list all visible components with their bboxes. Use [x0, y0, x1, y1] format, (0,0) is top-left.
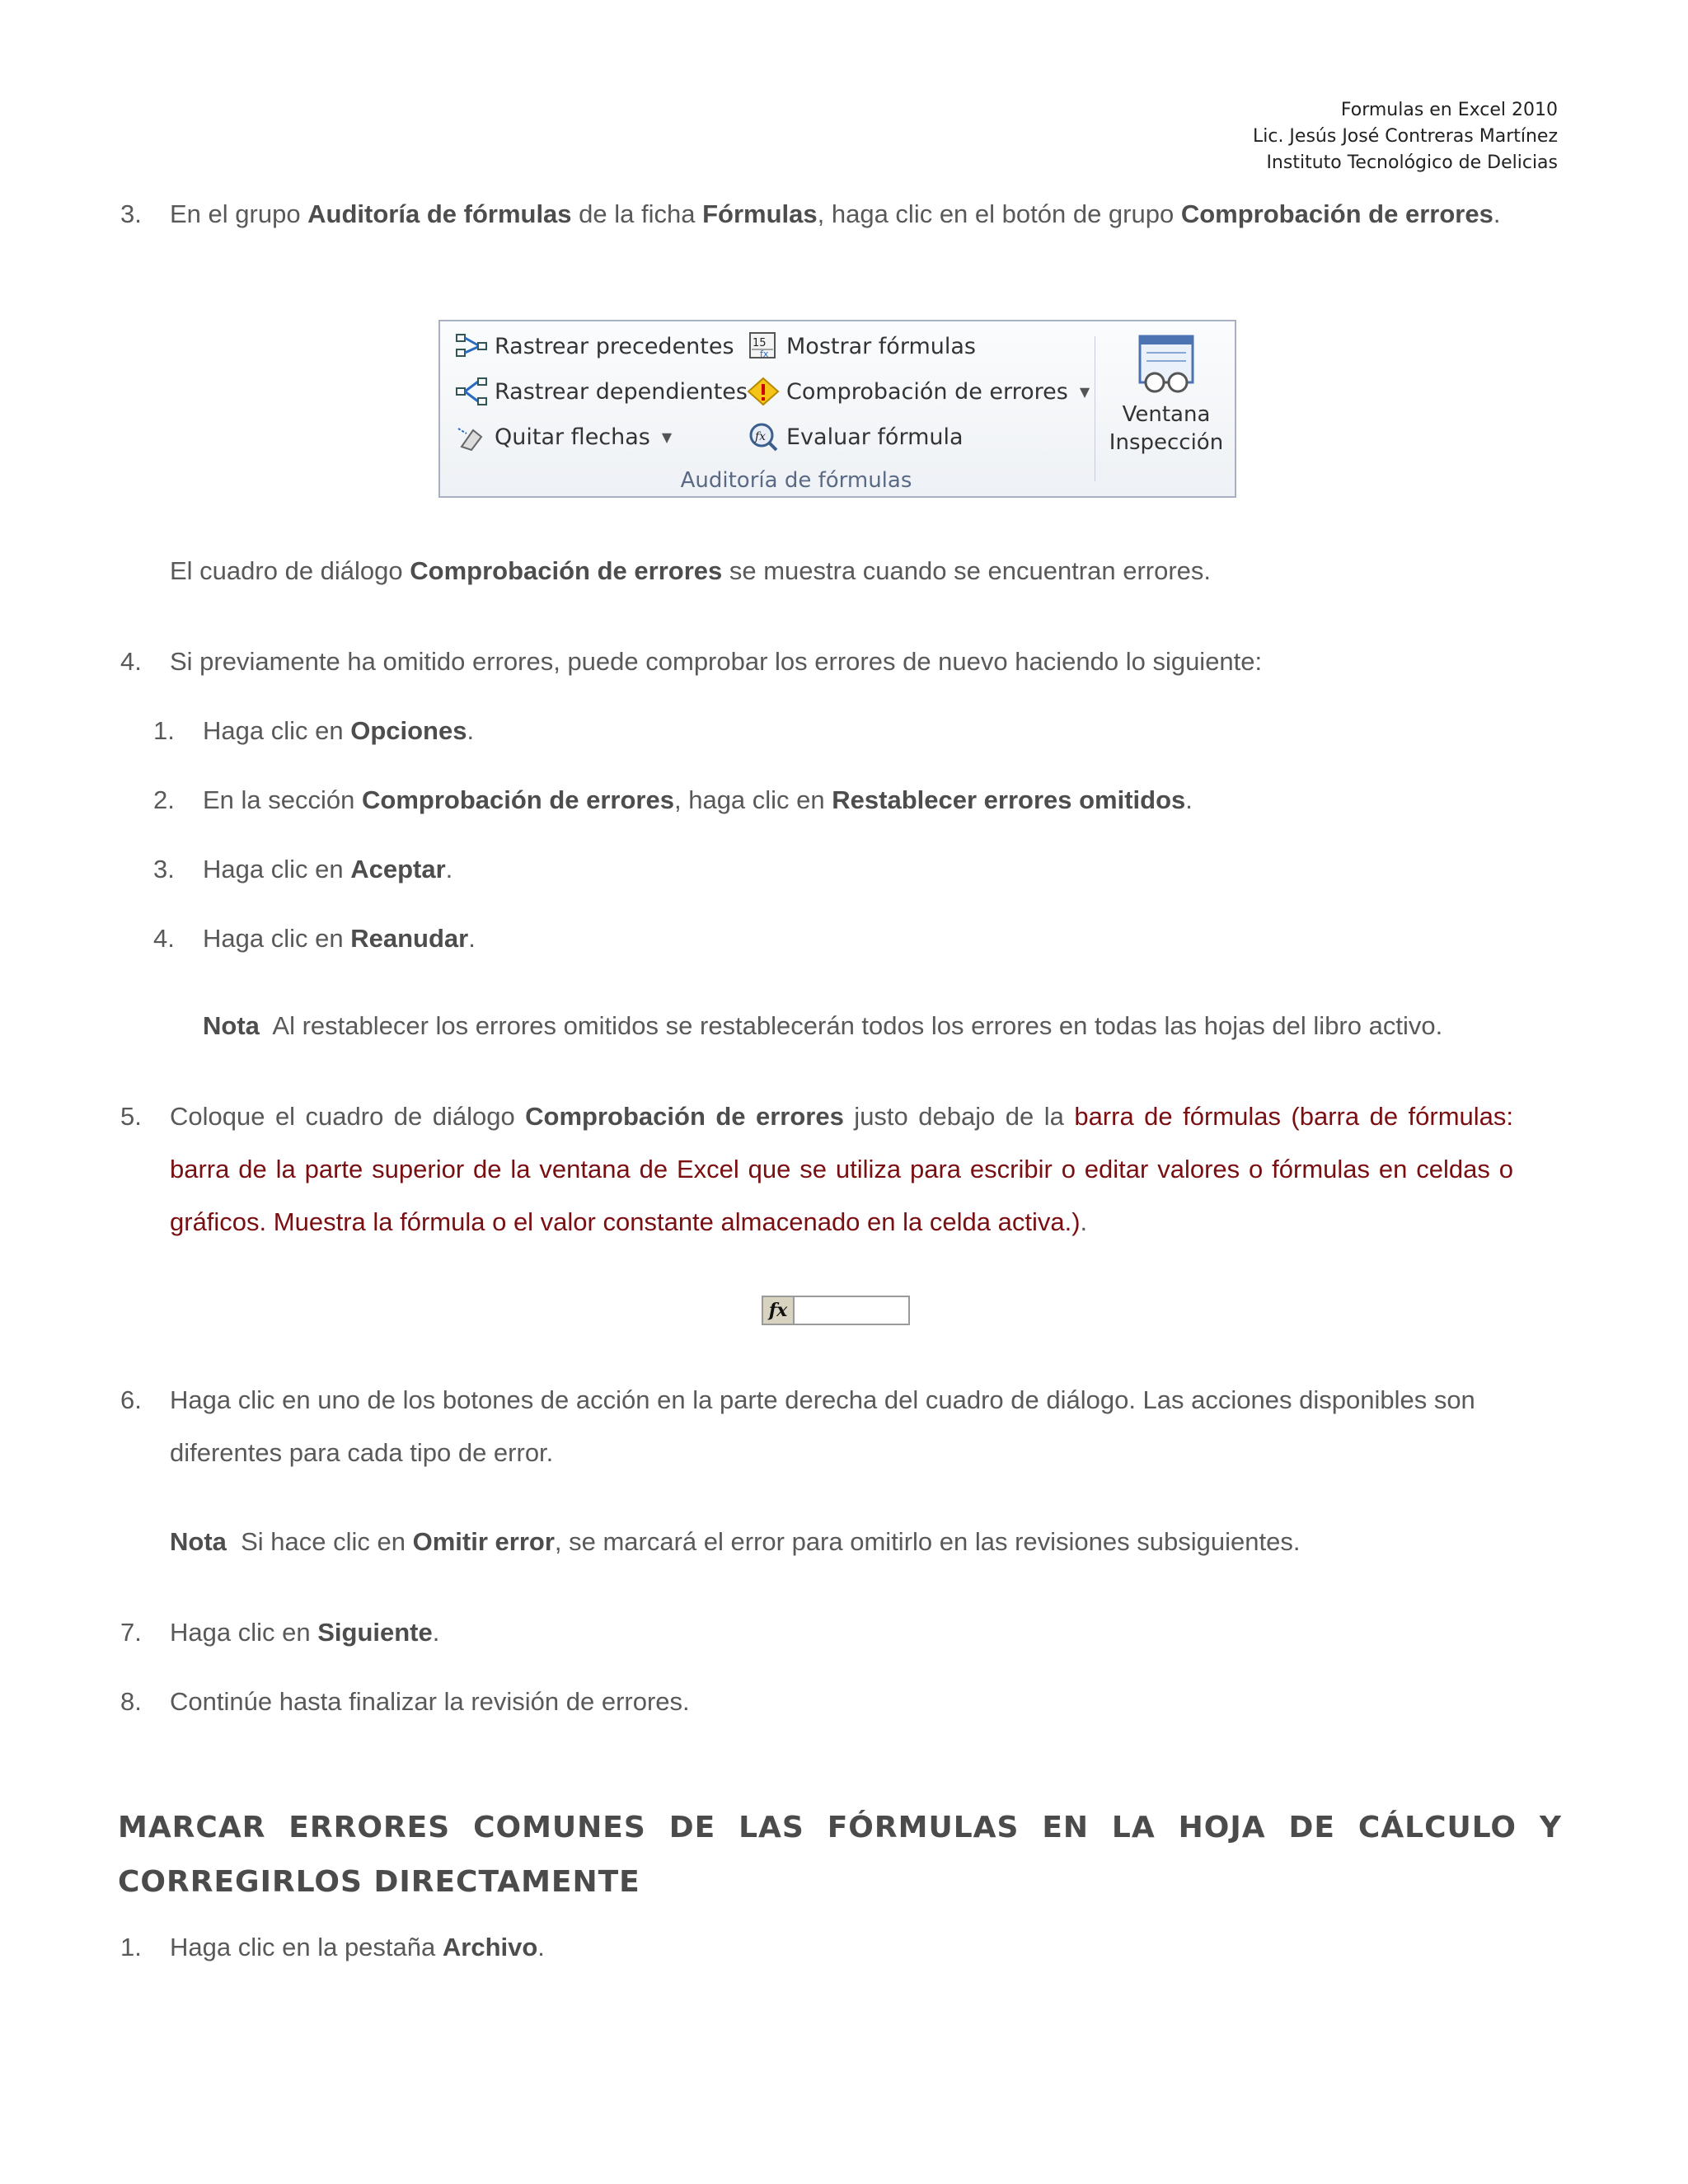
step-number: 6.: [120, 1385, 142, 1414]
dropdown-arrow-icon[interactable]: ▼: [1079, 383, 1090, 400]
evaluate-formula-command[interactable]: fx Evaluar fórmula: [747, 422, 964, 452]
formula-auditing-ribbon: [438, 320, 1236, 498]
watch-window-command[interactable]: Ventana Inspección: [1104, 333, 1228, 457]
remove-arrows-command[interactable]: Quitar flechas ▼: [455, 422, 672, 452]
show-formulas-icon: [747, 331, 780, 361]
evaluate-formula-icon: [747, 422, 780, 452]
step-number: 5.: [120, 1102, 142, 1131]
step-7: 7. Haga clic en Siguiente.: [120, 1618, 440, 1647]
show-formulas-command[interactable]: 15 fx Mostrar fórmulas: [747, 331, 976, 361]
trace-precedents-icon: [455, 331, 488, 361]
warning-icon: [747, 377, 780, 406]
svg-text:fx: fx: [760, 349, 769, 359]
substep-4: 4. Haga clic en Reanudar.: [153, 924, 476, 953]
substep-1: 1. Haga clic en Opciones.: [153, 716, 475, 745]
step-3: [120, 188, 1513, 241]
dialog-note: El cuadro de diálogo Comprobación de errores se muestra cuando se encuentran errores.: [170, 556, 1212, 585]
header-title: Formulas en Excel 2010: [1340, 100, 1558, 120]
header-author: Lic. Jesús José Contreras Martínez: [1252, 126, 1558, 147]
error-checking-command[interactable]: Comprobación de errores ▼: [747, 377, 1090, 406]
step-text: En el grupo Auditoría de fórmulas de la ficha Fórmulas, haga clic en el botón de grupo Comprobación de errores.: [170, 199, 1501, 228]
trace-precedents-command[interactable]: Rastrear precedentes: [455, 331, 734, 361]
formula-bar-definition[interactable]: barra de fórmulas (barra de fórmulas: barra de la parte superior de la ventana de Excel que se utiliza para escribir o editar valores o fórmulas en celdas o gráficos. Muestra la fórmula o el valor constante almacenado en la celda activa.): [170, 1102, 1514, 1236]
watch-window-icon: [1104, 333, 1228, 401]
step-text: Si previamente ha omitido errores, puede comprobar los errores de nuevo haciendo lo siguiente:: [170, 647, 1263, 676]
fx-icon: fx: [763, 1297, 795, 1324]
svg-text:15: 15: [753, 337, 767, 349]
dropdown-arrow-icon[interactable]: ▼: [661, 429, 673, 445]
step-text: Haga clic en uno de los botones de acción en la parte derecha del cuadro de diálogo. Las acciones disponibles son diferentes para cada tipo de error.: [170, 1385, 1475, 1467]
step-number: 3.: [120, 199, 142, 228]
substep-3: 3. Haga clic en Aceptar.: [153, 855, 453, 883]
eraser-arrows-icon: [455, 422, 488, 452]
step-number: 4.: [120, 647, 142, 676]
step-text: Coloque el cuadro de diálogo Comprobación de errores justo debajo de la barra de fórmulas (barra de fórmulas: barra de la parte superior de la ventana de Excel que se utiliza para escribir o editar valores o fórmulas en celdas o gráficos. Muestra la fórmula o el valor constante almacenado en la celda activa.).: [170, 1102, 1514, 1236]
substep-2: 2. En la sección Comprobación de errores, haga clic en Restablecer errores omitidos.: [153, 785, 1193, 814]
header-institution: Instituto Tecnológico de Delicias: [1266, 152, 1558, 173]
step-6: [120, 1374, 1513, 1479]
trace-dependents-command[interactable]: Rastrear dependientes: [455, 377, 748, 406]
step-8: 8. Continúe hasta finalizar la revisión de errores.: [120, 1687, 690, 1716]
ribbon-group-label: Auditoría de fórmulas: [680, 468, 912, 493]
note-ignore-error: Nota Si hace clic en Omitir error, se marcará el error para omitirlo en las revisiones subsiguientes.: [170, 1527, 1301, 1556]
step-5: [120, 1090, 1513, 1249]
svg-text:fx: fx: [755, 430, 767, 443]
final-step-1: 1. Haga clic en la pestaña Archivo.: [120, 1933, 545, 1961]
step-4: [120, 635, 1513, 688]
formula-bar-image: [762, 1296, 910, 1325]
page-header: [1253, 97, 1558, 176]
note-reset-errors: Nota Al restablecer los errores omitidos se restablecerán todos los errores en todas las hojas del libro activo.: [203, 1011, 1443, 1040]
section-heading: MARCAR ERRORES COMUNES DE LAS FÓRMULAS EN LA HOJA DE CÁLCULO Y CORREGIRLOS DIRECTAMENTE: [118, 1811, 1562, 1899]
trace-dependents-icon: [455, 377, 488, 406]
